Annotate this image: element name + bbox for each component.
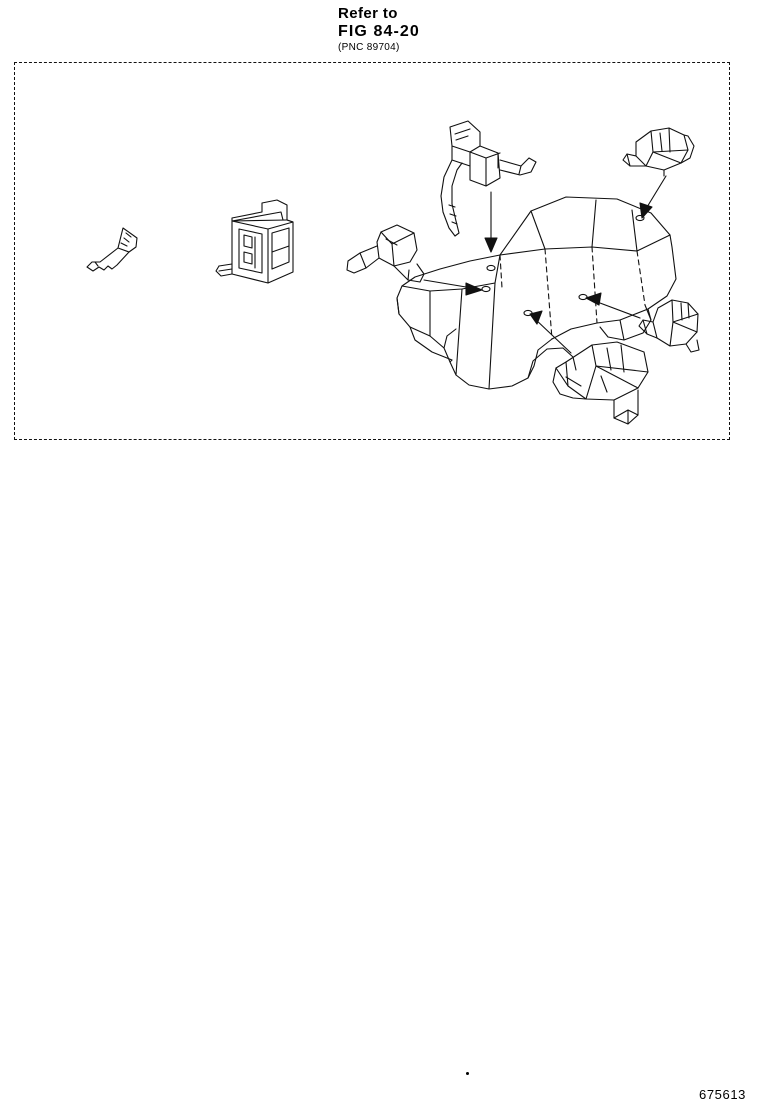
page-dot-mark bbox=[466, 1072, 469, 1075]
refer-note-line-3: (PNC 89704) bbox=[338, 41, 400, 53]
refer-note-line-2: FIG 84-20 bbox=[338, 22, 420, 40]
refer-note-line-1: Refer to bbox=[338, 5, 398, 22]
figure-code: 675613 bbox=[699, 1087, 746, 1102]
diagram-frame bbox=[14, 62, 730, 440]
refer-note bbox=[338, 6, 558, 53]
